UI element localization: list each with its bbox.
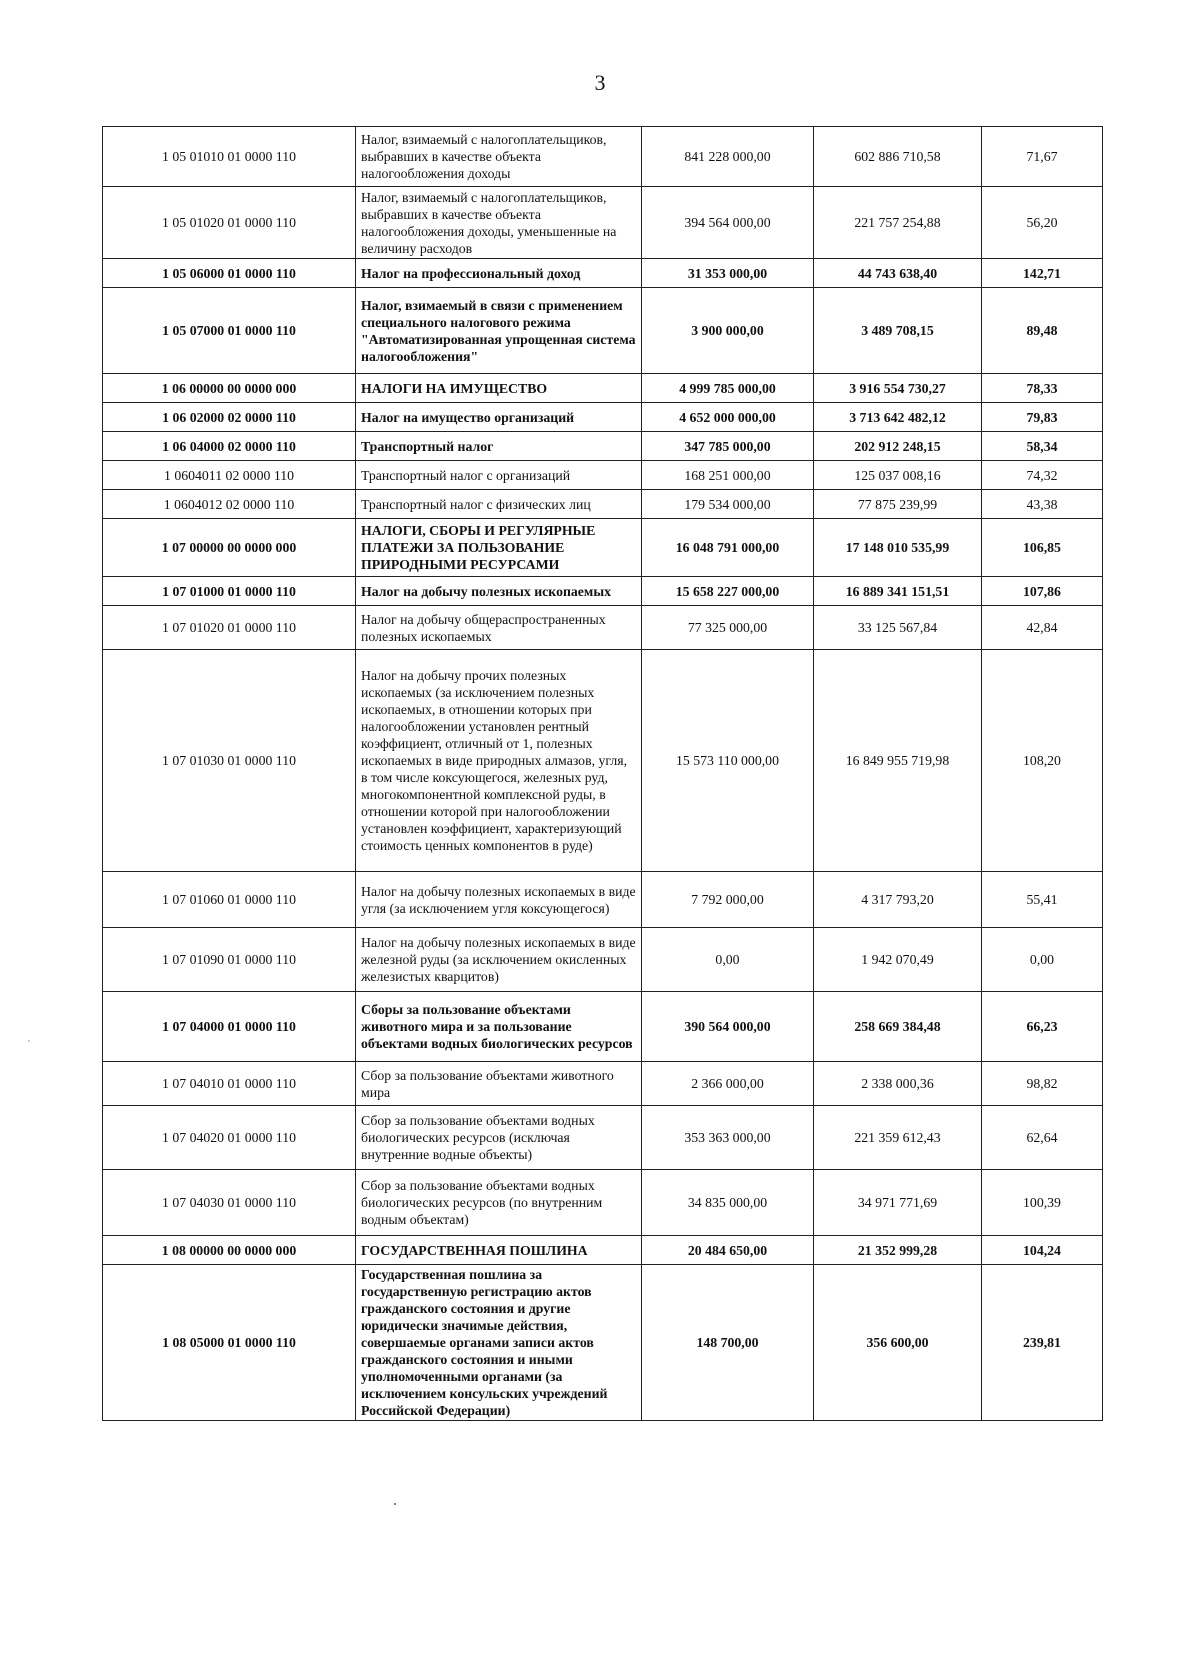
budget-code-cell: 1 07 00000 00 0000 000 <box>103 519 356 577</box>
actual-amount-cell: 602 886 710,58 <box>814 127 982 187</box>
page-number: 3 <box>594 70 606 95</box>
budget-code-cell: 1 05 07000 01 0000 110 <box>103 288 356 374</box>
budget-code-cell: 1 05 01010 01 0000 110 <box>103 127 356 187</box>
percent-cell: 58,34 <box>982 432 1103 461</box>
percent-cell: 107,86 <box>982 577 1103 606</box>
percent-cell: 66,23 <box>982 992 1103 1062</box>
actual-amount-cell: 4 317 793,20 <box>814 872 982 928</box>
percent-cell: 71,67 <box>982 127 1103 187</box>
revenue-name-cell: Налог на добычу прочих полезных ископаемых (за исключением полезных ископаемых, в отношении которых при налогообложении установлен рентный коэффициент, отличный от 1, полезных ископаемых в виде природных алмазов, угля, в том числе коксующегося, железных руд, многокомпонентной комплексной руды, в отношении которой при налогообложении установлен коэффициент, характеризующий стоимость ценных компонентов в руде) <box>356 650 642 872</box>
actual-amount-cell: 77 875 239,99 <box>814 490 982 519</box>
plan-amount-cell: 3 900 000,00 <box>642 288 814 374</box>
revenue-name-cell: Сборы за пользование объектами животного мира и за пользование объектами водных биологических ресурсов <box>356 992 642 1062</box>
table-row <box>103 1062 1103 1106</box>
budget-code-cell: 1 07 04000 01 0000 110 <box>103 992 356 1062</box>
budget-code-cell: 1 06 02000 02 0000 110 <box>103 403 356 432</box>
budget-code-cell: 1 06 04000 02 0000 110 <box>103 432 356 461</box>
percent-cell: 55,41 <box>982 872 1103 928</box>
table-row <box>103 259 1103 288</box>
table-row <box>103 490 1103 519</box>
revenue-name-cell: Налог на добычу полезных ископаемых <box>356 577 642 606</box>
percent-cell: 42,84 <box>982 606 1103 650</box>
plan-amount-cell: 168 251 000,00 <box>642 461 814 490</box>
revenue-name-cell: Налог на добычу полезных ископаемых в виде угля (за исключением угля коксующегося) <box>356 872 642 928</box>
percent-cell: 89,48 <box>982 288 1103 374</box>
percent-cell: 43,38 <box>982 490 1103 519</box>
budget-code-cell: 1 07 01000 01 0000 110 <box>103 577 356 606</box>
budget-code-cell: 1 08 00000 00 0000 000 <box>103 1236 356 1265</box>
actual-amount-cell: 202 912 248,15 <box>814 432 982 461</box>
plan-amount-cell: 353 363 000,00 <box>642 1106 814 1170</box>
table-row <box>103 606 1103 650</box>
actual-amount-cell: 3 713 642 482,12 <box>814 403 982 432</box>
actual-amount-cell: 221 359 612,43 <box>814 1106 982 1170</box>
percent-cell: 104,24 <box>982 1236 1103 1265</box>
actual-amount-cell: 3 916 554 730,27 <box>814 374 982 403</box>
table-row <box>103 1265 1103 1421</box>
revenue-name-cell: Транспортный налог с физических лиц <box>356 490 642 519</box>
plan-amount-cell: 77 325 000,00 <box>642 606 814 650</box>
budget-code-cell: 1 07 01020 01 0000 110 <box>103 606 356 650</box>
revenue-name-cell: Налог, взимаемый в связи с применением специального налогового режима "Автоматизированная упрощенная система налогообложения" <box>356 288 642 374</box>
percent-cell: 56,20 <box>982 187 1103 259</box>
plan-amount-cell: 7 792 000,00 <box>642 872 814 928</box>
revenue-name-cell: Транспортный налог <box>356 432 642 461</box>
percent-cell: 108,20 <box>982 650 1103 872</box>
scan-speck <box>28 1040 30 1042</box>
budget-code-cell: 1 0604011 02 0000 110 <box>103 461 356 490</box>
plan-amount-cell: 20 484 650,00 <box>642 1236 814 1265</box>
plan-amount-cell: 16 048 791 000,00 <box>642 519 814 577</box>
revenue-name-cell: Транспортный налог с организаций <box>356 461 642 490</box>
actual-amount-cell: 356 600,00 <box>814 1265 982 1421</box>
revenue-name-cell: Сбор за пользование объектами животного мира <box>356 1062 642 1106</box>
table-row <box>103 650 1103 872</box>
table-row <box>103 403 1103 432</box>
percent-cell: 142,71 <box>982 259 1103 288</box>
table-row <box>103 1236 1103 1265</box>
actual-amount-cell: 221 757 254,88 <box>814 187 982 259</box>
table-row <box>103 461 1103 490</box>
actual-amount-cell: 16 849 955 719,98 <box>814 650 982 872</box>
revenue-name-cell: НАЛОГИ НА ИМУЩЕСТВО <box>356 374 642 403</box>
revenue-name-cell: Налог на имущество организаций <box>356 403 642 432</box>
plan-amount-cell: 394 564 000,00 <box>642 187 814 259</box>
budget-code-cell: 1 08 05000 01 0000 110 <box>103 1265 356 1421</box>
plan-amount-cell: 34 835 000,00 <box>642 1170 814 1236</box>
table-row <box>103 1106 1103 1170</box>
table-row <box>103 577 1103 606</box>
actual-amount-cell: 34 971 771,69 <box>814 1170 982 1236</box>
budget-code-cell: 1 07 01030 01 0000 110 <box>103 650 356 872</box>
revenue-name-cell: Налог, взимаемый с налогоплательщиков, выбравших в качестве объекта налогообложения доходы <box>356 127 642 187</box>
revenue-table <box>102 126 1103 1421</box>
revenue-name-cell: Налог на профессиональный доход <box>356 259 642 288</box>
table-row <box>103 288 1103 374</box>
plan-amount-cell: 841 228 000,00 <box>642 127 814 187</box>
actual-amount-cell: 16 889 341 151,51 <box>814 577 982 606</box>
plan-amount-cell: 347 785 000,00 <box>642 432 814 461</box>
revenue-name-cell: ГОСУДАРСТВЕННАЯ ПОШЛИНА <box>356 1236 642 1265</box>
budget-code-cell: 1 07 04020 01 0000 110 <box>103 1106 356 1170</box>
revenue-name-cell: Налог на добычу полезных ископаемых в виде железной руды (за исключением окисленных железистых кварцитов) <box>356 928 642 992</box>
plan-amount-cell: 390 564 000,00 <box>642 992 814 1062</box>
percent-cell: 0,00 <box>982 928 1103 992</box>
table-row <box>103 928 1103 992</box>
scan-speck <box>394 1503 396 1505</box>
percent-cell: 78,33 <box>982 374 1103 403</box>
plan-amount-cell: 179 534 000,00 <box>642 490 814 519</box>
table-row <box>103 1170 1103 1236</box>
revenue-name-cell: Сбор за пользование объектами водных биологических ресурсов (исключая внутренние водные объекты) <box>356 1106 642 1170</box>
table-row <box>103 127 1103 187</box>
plan-amount-cell: 4 999 785 000,00 <box>642 374 814 403</box>
plan-amount-cell: 4 652 000 000,00 <box>642 403 814 432</box>
actual-amount-cell: 1 942 070,49 <box>814 928 982 992</box>
budget-code-cell: 1 07 04010 01 0000 110 <box>103 1062 356 1106</box>
budget-code-cell: 1 05 06000 01 0000 110 <box>103 259 356 288</box>
plan-amount-cell: 2 366 000,00 <box>642 1062 814 1106</box>
table-row <box>103 374 1103 403</box>
plan-amount-cell: 31 353 000,00 <box>642 259 814 288</box>
actual-amount-cell: 17 148 010 535,99 <box>814 519 982 577</box>
percent-cell: 98,82 <box>982 1062 1103 1106</box>
actual-amount-cell: 258 669 384,48 <box>814 992 982 1062</box>
percent-cell: 79,83 <box>982 403 1103 432</box>
plan-amount-cell: 0,00 <box>642 928 814 992</box>
actual-amount-cell: 21 352 999,28 <box>814 1236 982 1265</box>
revenue-name-cell: Сбор за пользование объектами водных биологических ресурсов (по внутренним водным объектам) <box>356 1170 642 1236</box>
budget-code-cell: 1 07 04030 01 0000 110 <box>103 1170 356 1236</box>
revenue-name-cell: Налог на добычу общераспространенных полезных ископаемых <box>356 606 642 650</box>
actual-amount-cell: 33 125 567,84 <box>814 606 982 650</box>
table-row <box>103 872 1103 928</box>
actual-amount-cell: 2 338 000,36 <box>814 1062 982 1106</box>
plan-amount-cell: 148 700,00 <box>642 1265 814 1421</box>
table-row <box>103 187 1103 259</box>
budget-code-cell: 1 05 01020 01 0000 110 <box>103 187 356 259</box>
revenue-name-cell: Государственная пошлина за государственную регистрацию актов гражданского состояния и другие юридически значимые действия, совершаемые органами записи актов гражданского состояния и иными уполномоченными органами (за исключением консульских учреждений Российской Федерации) <box>356 1265 642 1421</box>
budget-code-cell: 1 07 01090 01 0000 110 <box>103 928 356 992</box>
plan-amount-cell: 15 573 110 000,00 <box>642 650 814 872</box>
table-row <box>103 992 1103 1062</box>
percent-cell: 106,85 <box>982 519 1103 577</box>
percent-cell: 62,64 <box>982 1106 1103 1170</box>
revenue-name-cell: НАЛОГИ, СБОРЫ И РЕГУЛЯРНЫЕ ПЛАТЕЖИ ЗА ПОЛЬЗОВАНИЕ ПРИРОДНЫМИ РЕСУРСАМИ <box>356 519 642 577</box>
percent-cell: 74,32 <box>982 461 1103 490</box>
plan-amount-cell: 15 658 227 000,00 <box>642 577 814 606</box>
percent-cell: 239,81 <box>982 1265 1103 1421</box>
table-row <box>103 432 1103 461</box>
percent-cell: 100,39 <box>982 1170 1103 1236</box>
budget-code-cell: 1 06 00000 00 0000 000 <box>103 374 356 403</box>
table-row <box>103 519 1103 577</box>
actual-amount-cell: 3 489 708,15 <box>814 288 982 374</box>
budget-code-cell: 1 07 01060 01 0000 110 <box>103 872 356 928</box>
budget-code-cell: 1 0604012 02 0000 110 <box>103 490 356 519</box>
actual-amount-cell: 44 743 638,40 <box>814 259 982 288</box>
actual-amount-cell: 125 037 008,16 <box>814 461 982 490</box>
revenue-name-cell: Налог, взимаемый с налогоплательщиков, выбравших в качестве объекта налогообложения доходы, уменьшенные на величину расходов <box>356 187 642 259</box>
